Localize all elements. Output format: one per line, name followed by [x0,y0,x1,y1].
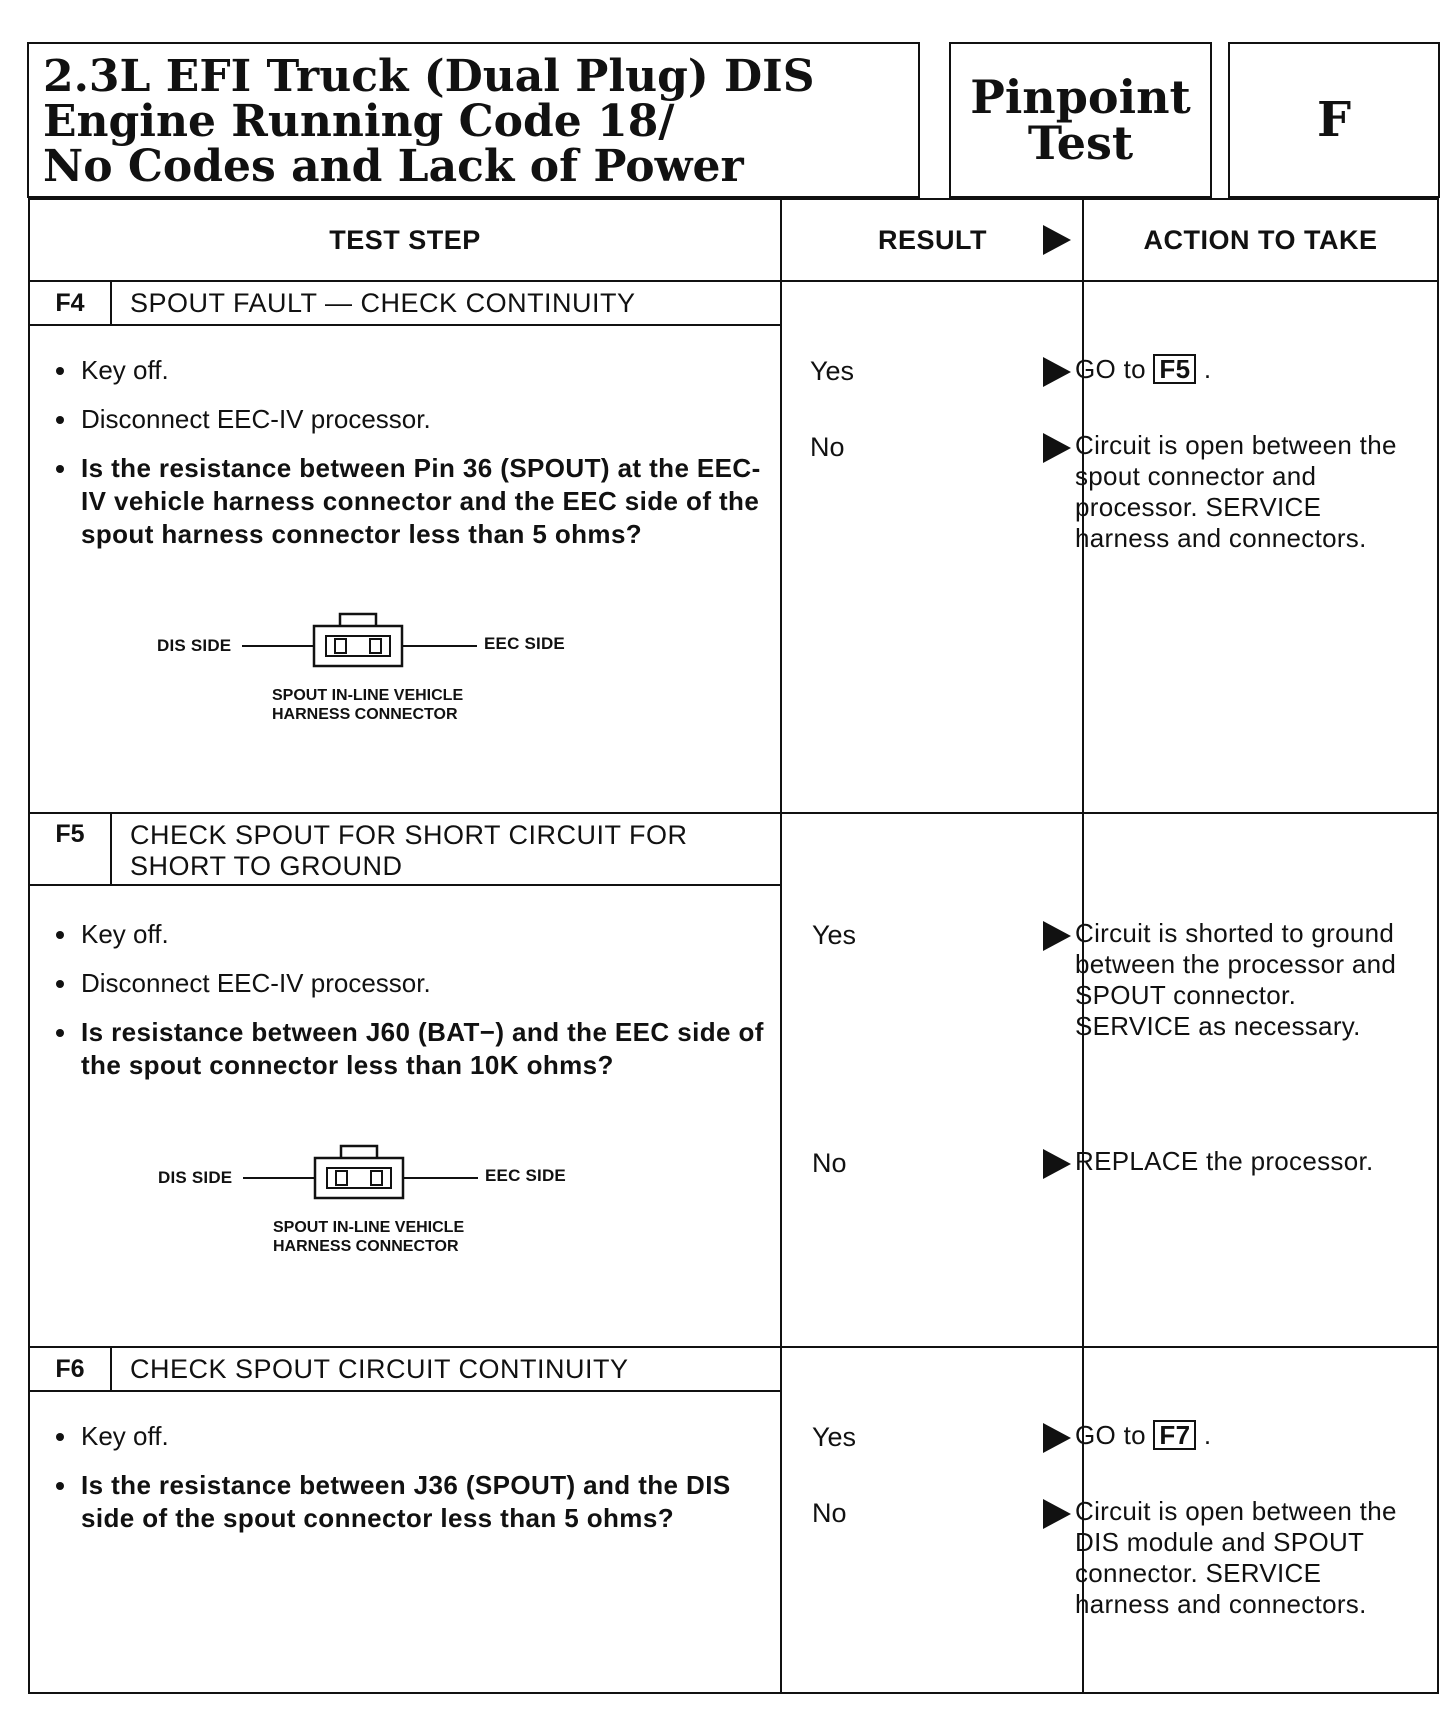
connector-caption [273,1218,464,1256]
pinpoint-test-box [949,42,1212,198]
caption-line-1: SPOUT IN-LINE VEHICLE [273,1219,465,1236]
action-go-to-f5 [1075,354,1410,385]
connector-icon [243,1140,483,1200]
result-arrow-icon [1043,357,1071,387]
eec-side-label: EEC SIDE [484,634,565,653]
result-yes: Yes [810,356,855,386]
title-line-2: Engine Running Code 18/ [43,96,675,147]
step-id: F6 [30,1348,112,1390]
result-arrow-icon [1043,433,1071,463]
title-box [27,42,920,198]
action-text: Circuit is open between the spout connector and processor. SERVICE harness and connectors. [1075,430,1397,553]
step-title: SPOUT FAULT — CHECK CONTINUITY [130,288,636,318]
step-header-f5 [30,814,780,886]
action-text: REPLACE the processor. [1075,1146,1374,1176]
action-suffix: . [1203,1420,1212,1450]
column-divider-1 [780,200,782,1692]
connector-icon [242,608,482,668]
bullet-item: Disconnect EEC-IV processor. [50,403,770,436]
eec-side-label: EEC SIDE [485,1166,566,1185]
result-arrow-icon [1043,1499,1071,1529]
step-title-line-1: CHECK SPOUT FOR SHORT CIRCUIT FOR [130,820,688,850]
step-header-f4 [30,282,780,326]
col-header-test-step: TEST STEP [329,224,481,255]
step-title-line-2: SHORT TO GROUND [130,851,403,881]
result-no: No [812,1498,847,1528]
pinpoint-label: Pinpoint [970,70,1191,124]
test-label: Test [1027,116,1134,170]
result-no: No [812,1148,847,1178]
action-text: Circuit is shorted to ground between the processor and SPOUT connector. SERVICE as necessary. [1075,918,1397,1041]
step-id: F5 [30,814,112,884]
question-item: Is resistance between J60 (BAT−) and the EEC side of the spout connector less than 10K ohms? [50,1016,770,1082]
page-title [43,51,815,192]
header-arrow-icon [1043,225,1071,255]
title-line-1: 2.3L EFI Truck (Dual Plug) DIS [43,51,815,102]
caption-line-2: HARNESS CONNECTOR [272,706,458,723]
result-arrow-icon [1043,1423,1071,1453]
action-prefix: GO to [1075,354,1146,384]
step-title [130,820,688,882]
bullet-item: Key off. [50,354,770,387]
result-arrow-icon [1043,1149,1071,1179]
test-letter-box [1228,42,1440,198]
result-yes: Yes [812,920,857,950]
action-text: Circuit is open between the DIS module and SPOUT connector. SERVICE harness and connectors. [1075,1496,1397,1619]
action-suffix: . [1203,354,1212,384]
step-id: F4 [30,282,112,324]
bullet-item: Key off. [50,918,770,951]
caption-line-1: SPOUT IN-LINE VEHICLE [272,687,464,704]
bullet-item: Disconnect EEC-IV processor. [50,967,770,1000]
title-line-3: No Codes and Lack of Power [43,141,744,192]
pinpoint-table [28,198,1439,1694]
bullet-item: Key off. [50,1420,770,1453]
caption-line-2: HARNESS CONNECTOR [273,1238,459,1255]
connector-caption [272,686,463,724]
test-letter: F [1316,92,1352,148]
question-item: Is the resistance between Pin 36 (SPOUT) at the EEC-IV vehicle harness connector and the EEC side of the spout harness connector less than 5 ohms? [50,452,770,551]
result-no: No [810,432,845,462]
step-ref-f7[interactable]: F7 [1153,1420,1196,1450]
result-yes: Yes [812,1422,857,1452]
dis-side-label: DIS SIDE [158,1168,233,1187]
connector-diagram-f4 [157,600,617,730]
col-header-action: ACTION TO TAKE [1143,224,1378,255]
col-header-result: RESULT [878,224,987,255]
question-item: Is the resistance between J36 (SPOUT) and the DIS side of the spout connector less than 5 ohms? [50,1469,770,1535]
step-ref-f5[interactable]: F5 [1153,354,1196,384]
dis-side-label: DIS SIDE [157,636,232,655]
result-arrow-icon [1043,921,1071,951]
step-header-f6 [30,1348,780,1392]
connector-diagram-f5 [158,1132,618,1262]
step-f6-bullets [50,1420,770,1551]
action-prefix: GO to [1075,1420,1146,1450]
step-f5-bullets [50,918,770,1098]
step-title: CHECK SPOUT CIRCUIT CONTINUITY [130,1354,629,1384]
step-f4-bullets [50,354,770,567]
action-go-to-f7 [1075,1420,1410,1451]
